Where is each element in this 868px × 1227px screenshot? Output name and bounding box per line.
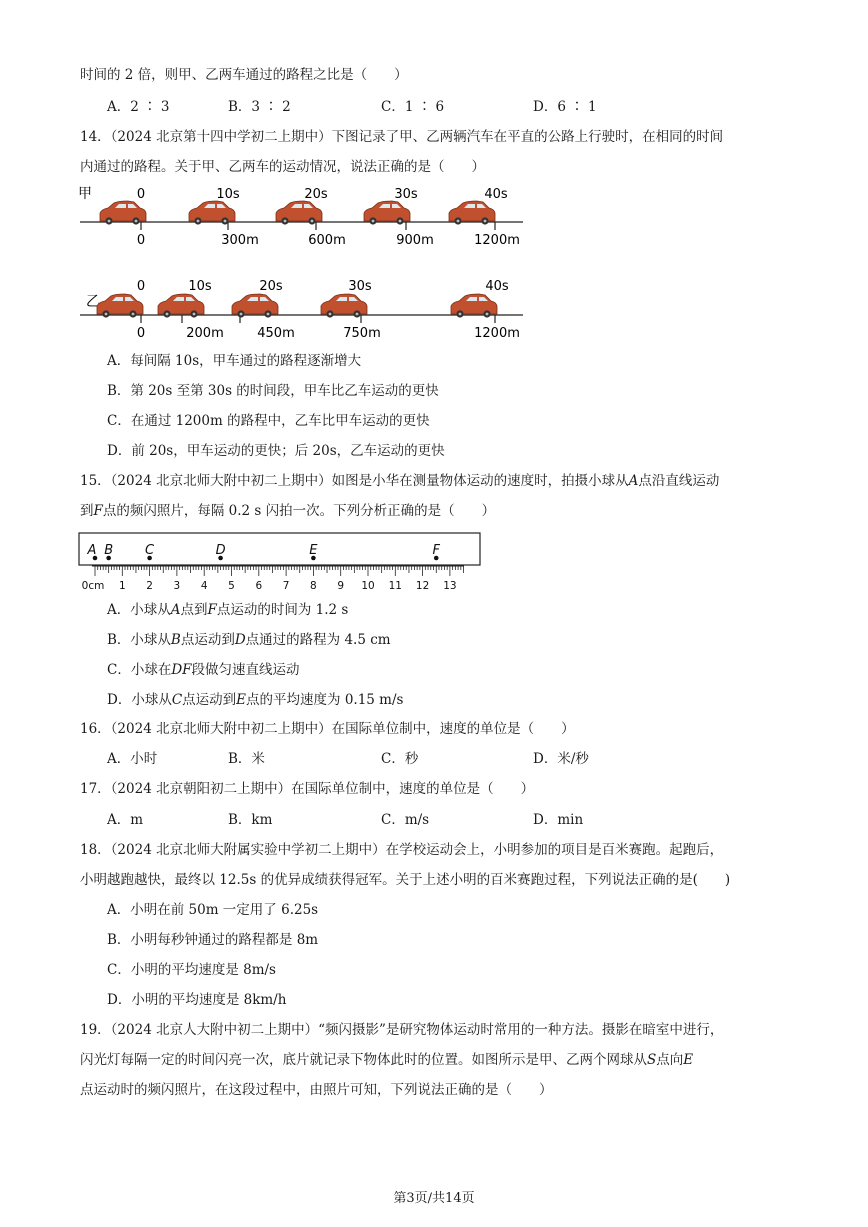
q15-opt-var: E xyxy=(236,692,247,708)
car-b-time-label: 40s xyxy=(485,279,509,294)
car-a-distance-label: 1200m xyxy=(474,233,520,248)
q15-opt-text: 点运动到 xyxy=(180,632,235,648)
car-b-time-label: 30s xyxy=(348,279,372,294)
q16-option-a: A．小时 xyxy=(107,751,158,767)
ruler-tick-label: 13 xyxy=(443,580,457,592)
q16-stem: 16．（2024 北京北师大附中初二上期中）在国际单位制中，速度的单位是（ ） xyxy=(80,721,575,737)
q18-stem-line1: 18．（2024 北京北师大附属实验中学初二上期中）在学校运动会上，小明参加的项目是百米赛跑。起跑后， xyxy=(80,842,724,858)
car-b-distance-label: 450m xyxy=(257,326,295,341)
q19-text: 点向 xyxy=(656,1052,684,1068)
q14-stem-line2: 内通过的路程。关于甲、乙两车的运动情况，说法正确的是（ ） xyxy=(80,159,485,175)
ball-position-label: F xyxy=(432,543,440,558)
car-b-distance-label: 200m xyxy=(186,326,224,341)
q19-var: S xyxy=(647,1052,657,1068)
q15-opt-text: 点运动到 xyxy=(182,692,237,708)
q18-option-b: B．小明每秒钟通过的路程都是 8m xyxy=(107,932,319,948)
car-a-time-label: 10s xyxy=(216,187,240,202)
q13-option-d: D．6 ∶ 1 xyxy=(533,99,597,115)
q13-stem-tail: 时间的 2 倍，则甲、乙两车通过的路程之比是（ ） xyxy=(80,67,408,83)
car-a-distance-label: 900m xyxy=(396,233,434,248)
car-b-car-icon xyxy=(321,294,367,318)
q15-opt-text: A．小球从 xyxy=(107,602,171,618)
q19-var: E xyxy=(683,1052,694,1068)
q15-stem-line1 xyxy=(80,472,719,490)
q14-option-a: A．每间隔 10s，甲车通过的路程逐渐增大 xyxy=(107,353,362,369)
q18-stem-line2: 小明越跑越快，最终以 12.5s 的优异成绩获得冠军。关于上述小明的百米赛跑过程，下列说法正确的是( ) xyxy=(80,872,731,888)
q17-option-c: C．m/s xyxy=(381,812,430,828)
ruler-tick-label: 10 xyxy=(361,580,375,592)
q18-option-d: D．小明的平均速度是 8km/h xyxy=(107,992,287,1008)
q15-opt-text: 点运动的时间为 1.2 s xyxy=(216,602,349,618)
q15-opt-text: C．小球在 xyxy=(107,662,172,678)
car-b-time-label: 10s xyxy=(188,279,212,294)
q19-stem-line1: 19．（2024 北京人大附中初二上期中）“频闪摄影”是研究物体运动时常用的一种方法。摄影在暗室中进行， xyxy=(80,1022,724,1038)
car-a-distance-label: 0 xyxy=(136,233,146,248)
car-b-car-icon xyxy=(451,294,497,318)
q14-option-b: B．第 20s 至第 30s 的时间段，甲车比乙车运动的更快 xyxy=(107,383,439,399)
ball-position-label: A xyxy=(87,543,97,558)
car-a-car-icon xyxy=(189,201,235,225)
car-a-car-icon xyxy=(100,201,146,225)
q19-stem-line3: 点运动时的频闪照片，在这段过程中，由照片可知，下列说法正确的是（ ） xyxy=(80,1082,553,1098)
ruler-tick-label: 12 xyxy=(415,580,430,592)
strobe-photo-ruler-figure xyxy=(78,532,483,597)
q15-opt-var: D xyxy=(234,632,246,648)
q18-option-c: C．小明的平均速度是 8m/s xyxy=(107,962,276,978)
ruler-tick-label: 11 xyxy=(388,580,402,592)
q15-text: 点沿直线运动 xyxy=(638,473,720,489)
ball-position-label: C xyxy=(145,543,155,558)
q19-text: 闪光灯每隔一定的时间闪亮一次，底片就记录下物体此时的位置。如图所示是甲、乙两个网球从 xyxy=(80,1052,647,1068)
ruler-tick-label: 8 xyxy=(310,580,317,592)
q15-opt-text: 点的平均速度为 0.15 m/s xyxy=(246,692,404,708)
q15-option-c xyxy=(107,661,300,679)
car-b-car-icon xyxy=(232,294,278,318)
q14-stem-line1: 14．（2024 北京第十四中学初二上期中）下图记录了甲、乙两辆汽车在平直的公路上行驶时，在相同的时间 xyxy=(80,129,724,145)
q15-opt-var: B xyxy=(170,632,181,648)
car-b-label: 乙 xyxy=(86,294,100,310)
q15-opt-text: D．小球从 xyxy=(107,692,172,708)
q16-option-b: B．米 xyxy=(228,751,265,767)
q16-option-c: C．秒 xyxy=(381,751,419,767)
car-a-time-label: 40s xyxy=(484,187,508,202)
car-b-distance-label: 750m xyxy=(343,326,381,341)
ruler-tick-label: 7 xyxy=(282,580,290,592)
q15-opt-text: 段做匀速直线运动 xyxy=(191,662,300,678)
q15-opt-var: C xyxy=(171,692,183,708)
ruler-tick-label: 3 xyxy=(173,580,181,592)
ruler-tick-label: 1 xyxy=(118,580,126,592)
car-a-time-label: 30s xyxy=(394,187,418,202)
q17-option-a: A．m xyxy=(107,812,144,828)
q15-var: A xyxy=(628,473,639,489)
q15-opt-var: A xyxy=(170,602,181,618)
q14-option-d: D．前 20s，甲车运动的更快；后 20s，乙车运动的更快 xyxy=(107,443,445,459)
ruler-tick-label: 6 xyxy=(255,580,263,592)
car-motion-figure xyxy=(78,178,528,348)
car-a-car-icon xyxy=(276,201,322,225)
ball-position-label: D xyxy=(215,543,226,558)
q15-option-a xyxy=(107,601,348,619)
car-a-car-icon xyxy=(449,201,495,225)
q15-var: F xyxy=(93,503,103,519)
q15-text: 点的频闪照片，每隔 0.2 s 闪拍一次。下列分析正确的是（ ） xyxy=(102,503,496,519)
q15-opt-var: F xyxy=(207,602,217,618)
ruler-tick-label: 2 xyxy=(146,580,153,592)
car-a-distance-label: 600m xyxy=(308,233,346,248)
q15-stem-line2 xyxy=(80,502,495,520)
q17-stem: 17．（2024 北京朝阳初二上期中）在国际单位制中，速度的单位是（ ） xyxy=(80,781,535,797)
q15-opt-text: 点到 xyxy=(180,602,208,618)
q15-text: 到 xyxy=(80,503,94,519)
ruler-tick-label: 4 xyxy=(200,580,208,592)
car-b-car-icon xyxy=(158,294,204,318)
car-a-label: 甲 xyxy=(78,186,92,202)
car-b-distance-label: 1200m xyxy=(474,326,520,341)
ruler-tick-label: 0cm xyxy=(81,580,105,592)
ball-position-label: E xyxy=(309,543,318,558)
car-b-time-label: 20s xyxy=(259,279,283,294)
q16-option-d: D．米/秒 xyxy=(533,751,589,767)
q15-option-b xyxy=(107,631,391,649)
q17-option-b: B．km xyxy=(228,812,273,828)
q15-text: 15．（2024 北京北师大附中初二上期中）如图是小华在测量物体运动的速度时，拍摄小球从 xyxy=(80,473,629,489)
car-a-distance-label: 300m xyxy=(221,233,259,248)
car-b-time-label: 0 xyxy=(136,279,146,294)
ball-position-label: B xyxy=(104,543,114,558)
ruler-tick-label: 9 xyxy=(337,580,345,592)
car-a-time-label: 0 xyxy=(136,187,146,202)
q15-opt-var: DF xyxy=(171,662,192,678)
q15-option-d xyxy=(107,691,403,709)
q14-option-c: C．在通过 1200m 的路程中，乙车比甲车运动的更快 xyxy=(107,413,430,429)
q13-option-b: B．3 ∶ 2 xyxy=(228,99,291,115)
q13-option-c: C．1 ∶ 6 xyxy=(381,99,445,115)
car-a-car-icon xyxy=(364,201,410,225)
q15-opt-text: 点通过的路程为 4.5 cm xyxy=(245,632,391,648)
q15-opt-text: B．小球从 xyxy=(107,632,171,648)
car-b-car-icon xyxy=(97,294,143,318)
q13-option-a: A．2 ∶ 3 xyxy=(107,99,170,115)
q19-stem-line2 xyxy=(80,1051,693,1069)
q18-option-a: A．小明在前 50m 一定用了 6.25s xyxy=(107,902,319,918)
page-footer: 第3页/共14页 xyxy=(393,1191,475,1206)
ruler-tick-label: 5 xyxy=(228,580,235,592)
car-a-time-label: 20s xyxy=(304,187,328,202)
q17-option-d: D．min xyxy=(533,812,584,828)
car-b-distance-label: 0 xyxy=(136,326,146,341)
